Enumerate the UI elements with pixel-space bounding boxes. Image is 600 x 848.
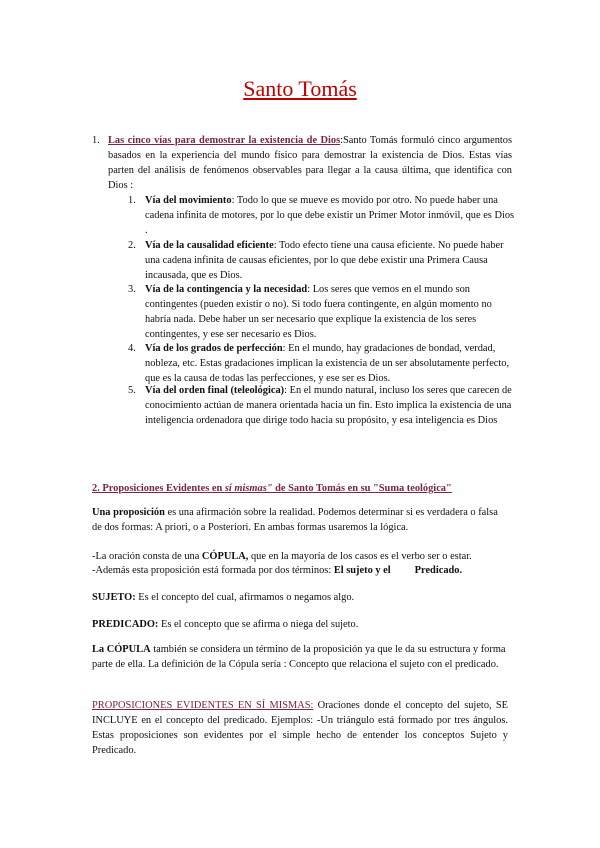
via5-number: 5. [128, 385, 136, 396]
predicado-paragraph [92, 617, 512, 632]
section1-heading: Las cinco vías para demostrar la existencia de Dios [108, 135, 341, 146]
section2-heading-italic: sí mismas" [224, 483, 273, 494]
via4-label: Vía de los grados de perfección [145, 343, 283, 354]
evidentes-label: PROPOSICIONES EVIDENTES EN SÍ MISMAS: [92, 700, 314, 711]
section2-heading-part1: 2. Proposiciones Evidentes en [92, 483, 225, 494]
section2-heading [92, 481, 522, 496]
sujeto-label: SUJETO: [92, 592, 136, 603]
terminos-line-a: -Además esta proposición está formada por dos términos: [92, 565, 334, 576]
section1-number: 1. [92, 135, 100, 146]
via4-text: : En el mundo, hay gradaciones de bondad, verdad, nobleza, etc. Estas gradaciones implican la existencia de un ser absolutamente perfecto, que es la causa de todas las perfecciones, y ese ser es Dios. [145, 343, 510, 384]
via5-text: : En el mundo natural, incluso los seres que carecen de conocimiento actúan de manera orientada hacia un fin. Esto implica la existencia de una inteligencia ordenadora que dirige todo hacia su propósito, y esa inteligencia es Dios [145, 385, 512, 426]
predicado-text: Es el concepto que se afirma o niega del sujeto. [158, 619, 359, 630]
copula-paragraph [92, 642, 510, 672]
sujeto-text: Es el concepto del cual, afirmamos o negamos algo. [135, 592, 355, 603]
proposicion-text: es una afirmación sobre la realidad. Podemos determinar si es verdadera o falsa de dos formas: A priori, o a Posteriori. En ambas formas usaremos la lógica. [92, 507, 498, 533]
copula-line-bold: CÓPULA, [201, 551, 249, 562]
via2-number: 2. [128, 240, 136, 251]
copula-line [92, 549, 512, 564]
via3-text: : Los seres que vemos en el mundo son contingentes (pueden existir o no). Si todo fuera contingente, en algún momento no habría nada. Debe haber un ser necesario que explique la existencia de los seres contingentes, y ese ser necesario es Dios. [145, 284, 492, 340]
page-title: Santo Tomás [243, 76, 357, 101]
copula-line-a: -La oración consta de una [92, 551, 202, 562]
via5-label: Vía del orden final (teleológica) [145, 385, 285, 396]
via2-item [145, 238, 517, 283]
via1-number: 1. [128, 195, 136, 206]
via3-item [145, 282, 517, 342]
via4-item [145, 341, 517, 386]
section2-heading-part2: de Santo Tomás en su "Suma teológica" [272, 483, 452, 494]
predicado-label: PREDICADO: [92, 619, 159, 630]
via1-label: Vía del movimiento [145, 195, 232, 206]
sujeto-paragraph [92, 590, 512, 605]
via2-label: Vía de la causalidad eficiente [145, 240, 274, 251]
evidentes-paragraph [92, 698, 508, 758]
copula-label: La CÓPULA [92, 644, 151, 655]
terminos-sujeto: El sujeto y el [333, 565, 391, 576]
terminos-predicado: Predicado. [414, 565, 463, 576]
proposicion-paragraph [92, 505, 508, 535]
evidentes-text: Oraciones donde el concepto del sujeto, SE INCLUYE en el concepto del predicado. Ejemplos: -Un triángulo está formado por tres ángulos. Estas proposiciones son evidentes por el simple hecho de entender los conceptos Sujeto y Predicado. [92, 700, 509, 756]
via5-item [145, 383, 517, 428]
via1-text: : Todo lo que se mueve es movido por otro. No puede haber una cadena infinita de motores, por lo que debe existir un Primer Motor inmóvil, que es Dios . [145, 195, 515, 236]
terminos-line [92, 563, 522, 578]
proposicion-label: Una proposición [92, 507, 165, 518]
via1-item [145, 193, 517, 238]
via3-label: Vía de la contingencia y la necesidad [145, 284, 308, 295]
via2-text: : Todo efecto tiene una causa eficiente. No puede haber una cadena infinita de causas eficientes, por lo que debe existir una Primera Causa incausada, que es Dios. [145, 240, 504, 281]
via4-number: 4. [128, 343, 136, 354]
copula-line-b: que en la mayoría de los casos es el verbo ser o estar. [248, 551, 472, 562]
via3-number: 3. [128, 284, 136, 295]
copula-text: también se considera un término de la proposición ya que le da su estructura y forma parte de ella. La definición de la Cópula sería : Concepto que relaciona el sujeto con el predicado. [92, 644, 506, 670]
section1-intro [108, 133, 512, 193]
section1-intro-text: :Santo Tomás formuló cinco argumentos basados en la experiencia del mundo físico para demostrar la existencia de Dios. Estas vías parten del análisis de fenómenos observables para llegar a la causa última, que identifica con Dios : [108, 135, 513, 191]
